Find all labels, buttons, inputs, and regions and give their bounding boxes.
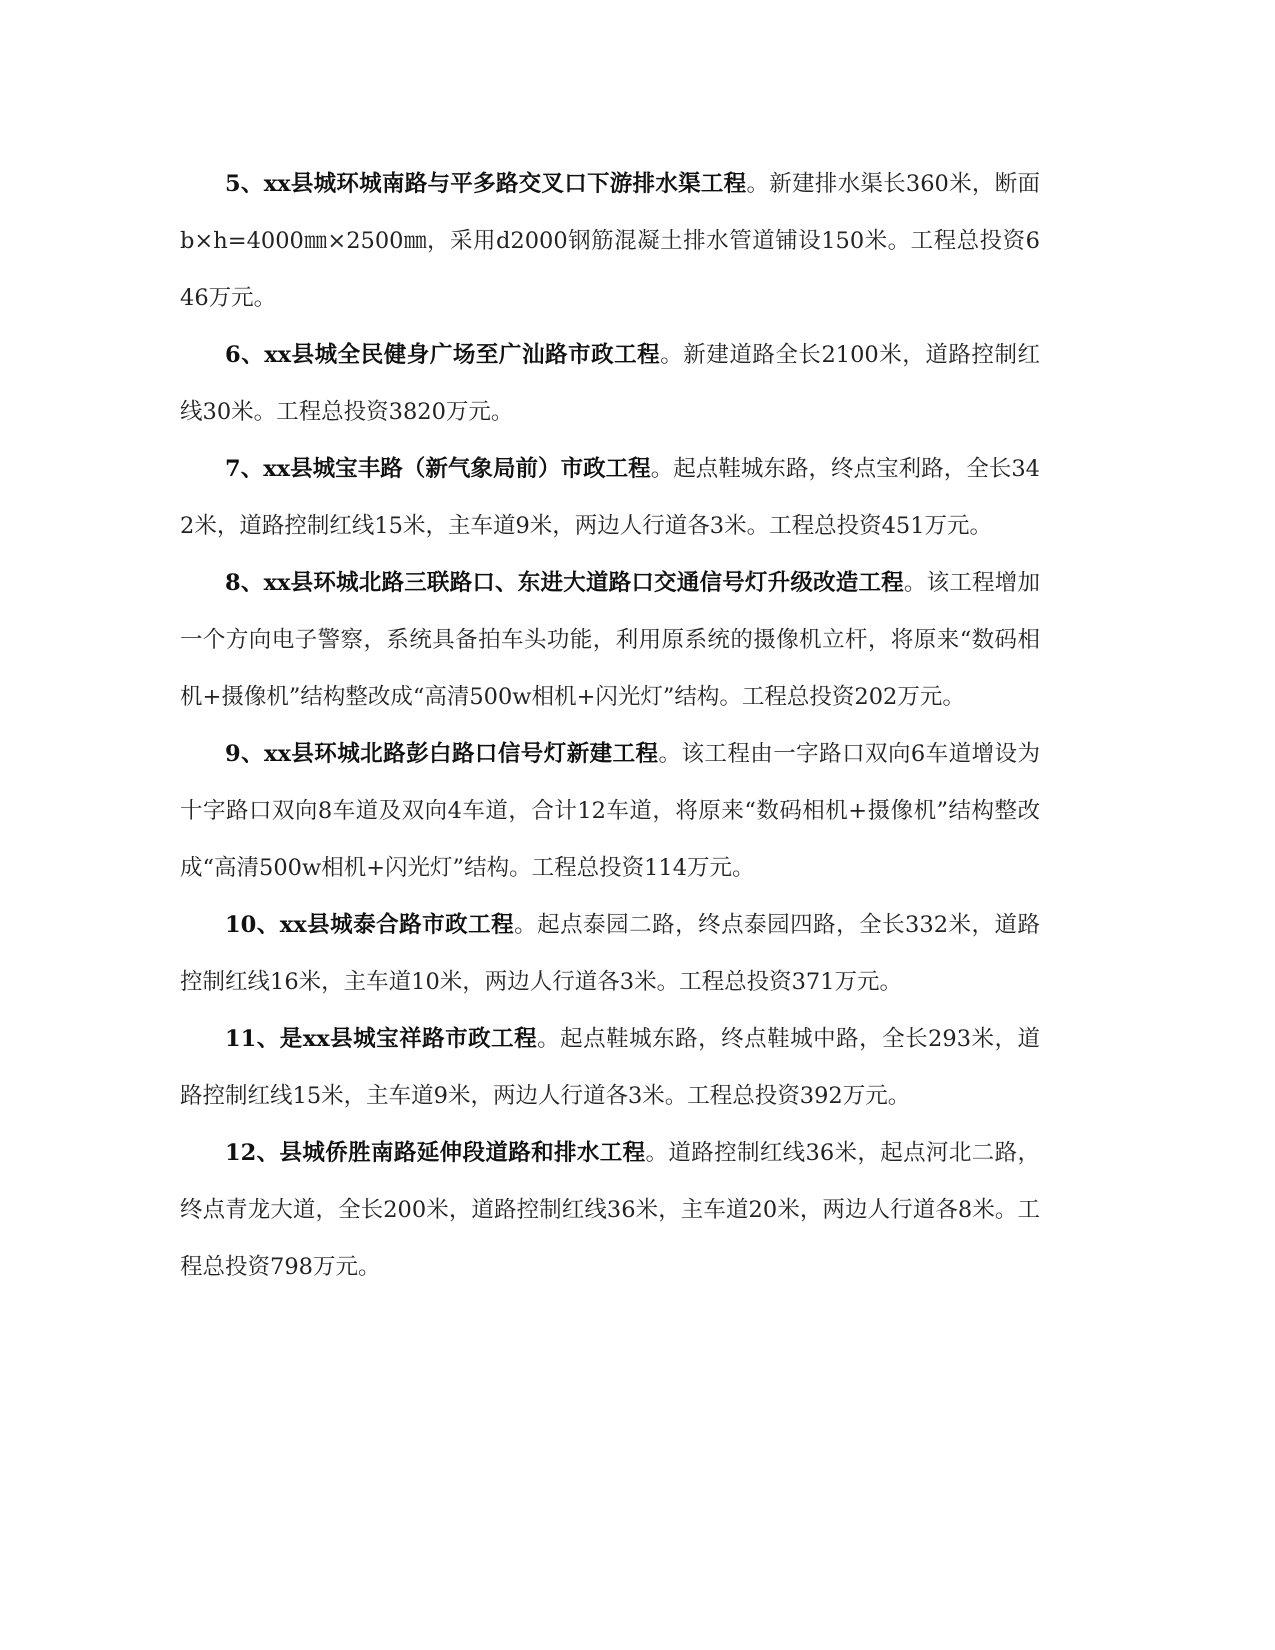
project-title: 6、xx县城全民健身广场至广汕路市政工程 xyxy=(225,342,661,368)
project-description: 。该工程增加一个方向电子警察，系统具备拍车头功能，利用原系统的摄像机立杆，将原来“数码相机+摄像机”结构整改成“高清500w相机+闪光灯”结构。工程总投资202万元。 xyxy=(180,570,1040,710)
project-paragraph-12 xyxy=(180,1125,1040,1296)
project-title: 5、xx县城环城南路与平多路交叉口下游排水渠工程 xyxy=(225,171,747,197)
project-paragraph-11 xyxy=(180,1011,1040,1125)
project-description: 。道路控制红线36米，起点河北二路，终点青龙大道，全长200米，道路控制红线36米，主车道20米，两边人行道各8米。工程总投资798万元。 xyxy=(180,1140,1041,1280)
project-paragraph-8 xyxy=(180,555,1040,726)
project-paragraph-9 xyxy=(180,726,1040,897)
project-paragraph-10 xyxy=(180,897,1040,1011)
project-paragraph-7 xyxy=(180,441,1040,555)
document-body xyxy=(180,156,1040,1296)
project-description: 。该工程由一字路口双向6车道增设为十字路口双向8车道及双向4车道，合计12车道，将原来“数码相机+摄像机”结构整改成“高清500w相机+闪光灯”结构。工程总投资114万元。 xyxy=(180,741,1040,881)
project-description: 。新建道路全长2100米，道路控制红线30米。工程总投资3820万元。 xyxy=(180,342,1040,425)
project-description: 。起点鞋城东路，终点宝利路，全长342米，道路控制红线15米，主车道9米，两边人行道各3米。工程总投资451万元。 xyxy=(180,456,1040,539)
project-description: 。起点泰园二路，终点泰园四路，全长332米，道路控制红线16米，主车道10米，两边人行道各3米。工程总投资371万元。 xyxy=(180,912,1040,995)
project-title: 11、是xx县城宝祥路市政工程 xyxy=(225,1026,538,1052)
project-title: 12、县城侨胜南路延伸段道路和排水工程 xyxy=(225,1140,646,1166)
project-title: 7、xx县城宝丰路（新气象局前）市政工程 xyxy=(225,456,651,482)
project-paragraph-5 xyxy=(180,156,1040,327)
project-description: 。起点鞋城东路，终点鞋城中路，全长293米，道路控制红线15米，主车道9米，两边人行道各3米。工程总投资392万元。 xyxy=(180,1026,1040,1109)
project-title: 10、xx县城泰合路市政工程 xyxy=(225,912,515,938)
project-description: 。新建排水渠长360米，断面b×h=4000㎜×2500㎜，采用d2000钢筋混凝土排水管道铺设150米。工程总投资646万元。 xyxy=(180,171,1040,311)
project-title: 8、xx县环城北路三联路口、东进大道路口交通信号灯升级改造工程 xyxy=(225,570,904,596)
project-title: 9、xx县环城北路彭白路口信号灯新建工程 xyxy=(225,741,659,767)
project-paragraph-6 xyxy=(180,327,1040,441)
